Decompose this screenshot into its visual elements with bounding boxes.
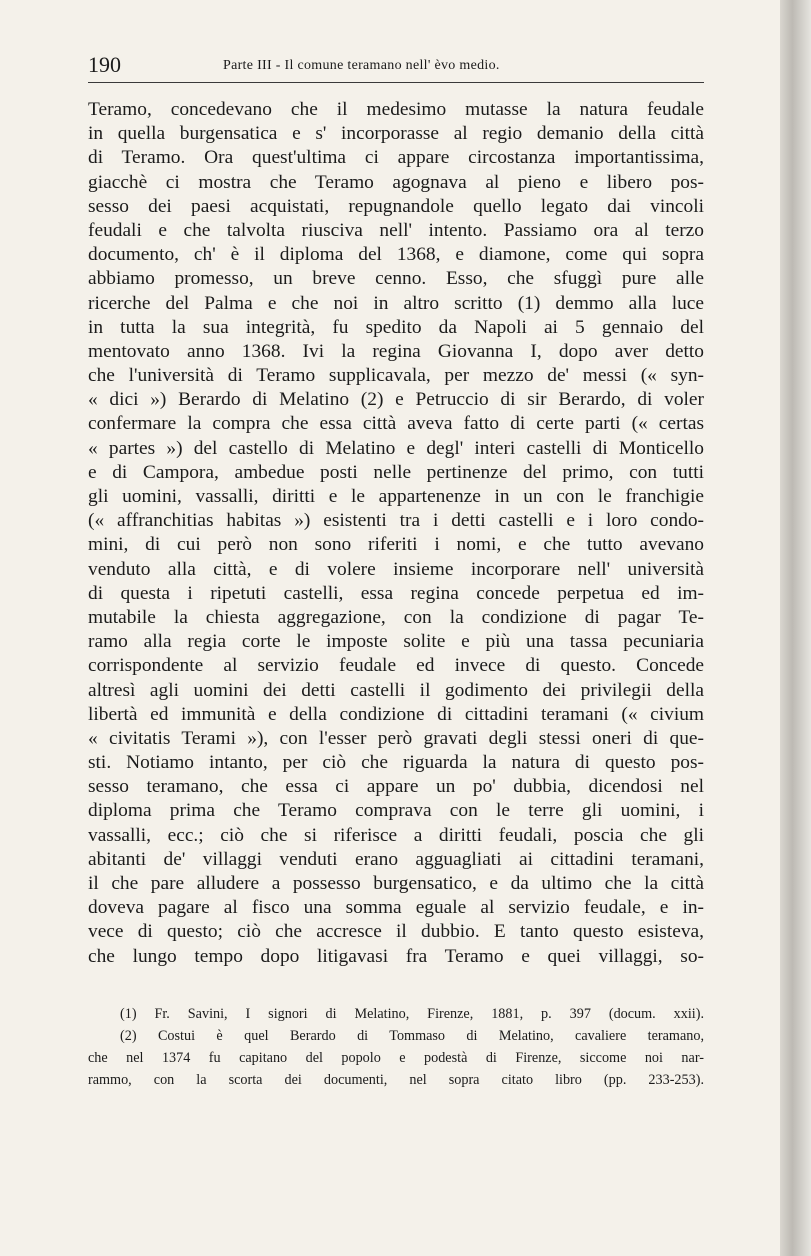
- text-line: vece di questo; ciò che accresce il dubbio. E tanto questo esisteva,: [88, 921, 704, 943]
- text-line: mutabile la chiesta aggregazione, con la condizione di pagar Te-: [88, 606, 704, 628]
- text-line: « dici ») Berardo di Melatino (2) e Petruccio di sir Berardo, di voler: [88, 389, 704, 411]
- text-line: sti. Notiamo intanto, per ciò che riguarda la natura di questo pos-: [88, 752, 704, 774]
- text-line: mentovato anno 1368. Ivi la regina Giovanna I, dopo aver detto: [88, 340, 704, 362]
- text-line: Teramo, concedevano che il medesimo mutasse la natura feudale: [88, 99, 704, 120]
- text-line: che l'università di Teramo supplicavala, per mezzo de' messi (« syn-: [88, 365, 704, 387]
- text-line: (« affranchitias habitas ») esistenti tra i detti castelli e i loro condo-: [88, 510, 704, 532]
- text-line: venduto alla città, e di volere insieme incorporare nell' università: [88, 558, 704, 580]
- text-line: il che pare alludere a possesso burgensatico, e da ultimo che la città: [88, 873, 704, 894]
- text-line: che lungo tempo dopo litigavasi fra Teramo e quei villaggi, so-: [88, 945, 704, 967]
- page-edge: [780, 0, 811, 1256]
- text-line: mini, di cui però non sono riferiti i nomi, e che tutto avevano: [88, 534, 704, 556]
- text-line: giacchè ci mostra che Teramo agognava al pieno e libero pos-: [88, 171, 704, 193]
- text-line: confermare la compra che essa città aveva fatto di certe parti (« certas: [88, 413, 704, 435]
- header-rule: [88, 82, 704, 83]
- text-line: diploma prima che Teramo comprava con le terre gli uomini, i: [88, 800, 704, 822]
- text-line: documento, ch' è il diploma del 1368, e diamone, come qui sopra: [88, 244, 704, 266]
- text-line: in quella burgensatica e s' incorporasse al regio demanio della città: [88, 123, 704, 145]
- text-line: corrispondente al servizio feudale ed invece di questo. Concede: [88, 655, 704, 677]
- footnote-line: (1) Fr. Savini, I signori di Melatino, Firenze, 1881, p. 397 (docum. xxii).: [120, 1006, 704, 1022]
- text-line: abitanti de' villaggi venduti erano agguagliati ai cittadini teramani,: [88, 848, 704, 870]
- text-line: gli uomini, vassalli, diritti e le appartenenze in un con le franchigie: [88, 486, 704, 507]
- text-line: libertà ed immunità e della condizione di cittadini teramani (« civium: [88, 703, 704, 725]
- text-line: abbiamo promesso, un breve cenno. Esso, che sfuggì pure alle: [88, 268, 704, 290]
- text-line: doveva pagare al fisco una somma eguale al servizio feudale, e in-: [88, 897, 704, 919]
- text-line: vassalli, ecc.; ciò che si riferisce a diritti feudali, poscia che gli: [88, 824, 704, 846]
- text-line: ricerche del Palma e che noi in altro scritto (1) demmo alla luce: [88, 292, 704, 314]
- text-line: in tutta la sua integrità, fu spedito da Napoli ai 5 gennaio del: [88, 316, 704, 338]
- body-text: [88, 98, 704, 969]
- page-number: 190: [88, 52, 121, 77]
- footnote-line: (2) Costui è quel Berardo di Tommaso di Melatino, cavaliere teramano,: [120, 1028, 704, 1044]
- text-line: ramo alla regia corte le imposte solite e più una tassa pecuniaria: [88, 631, 704, 653]
- footnotes: [88, 1003, 704, 1091]
- text-line: altresì agli uomini dei detti castelli il godimento dei privilegii della: [88, 679, 704, 701]
- text-line: di Teramo. Ora quest'ultima ci appare circostanza importantissima,: [88, 147, 704, 169]
- footnote-line: rammo, con la scorta dei documenti, nel sopra citato libro (pp. 233-253).: [88, 1072, 704, 1088]
- footnote-line: che nel 1374 fu capitano del popolo e podestà di Firenze, siccome noi nar-: [88, 1050, 704, 1066]
- text-line: e di Campora, ambedue posti nelle pertinenze del primo, con tutti: [88, 461, 704, 483]
- text-line: di questa i ripetuti castelli, essa regina concede perpetua ed im-: [88, 582, 704, 604]
- text-line: « civitatis Terami »), con l'esser però gravati degli stessi oneri di que-: [88, 727, 704, 749]
- running-head: [88, 52, 704, 80]
- text-line: sesso teramano, che essa ci appare un po' dubbia, dicendosi nel: [88, 776, 704, 798]
- text-line: « partes ») del castello di Melatino e degl' interi castelli di Monticello: [88, 437, 704, 459]
- running-title: Parte III - Il comune teramano nell' èvo medio.: [223, 58, 500, 73]
- text-line: feudali e che talvolta riusciva nell' intento. Passiamo ora al terzo: [88, 219, 704, 241]
- text-line: sesso dei paesi acquistati, repugnandole quello legato dai vincoli: [88, 195, 704, 217]
